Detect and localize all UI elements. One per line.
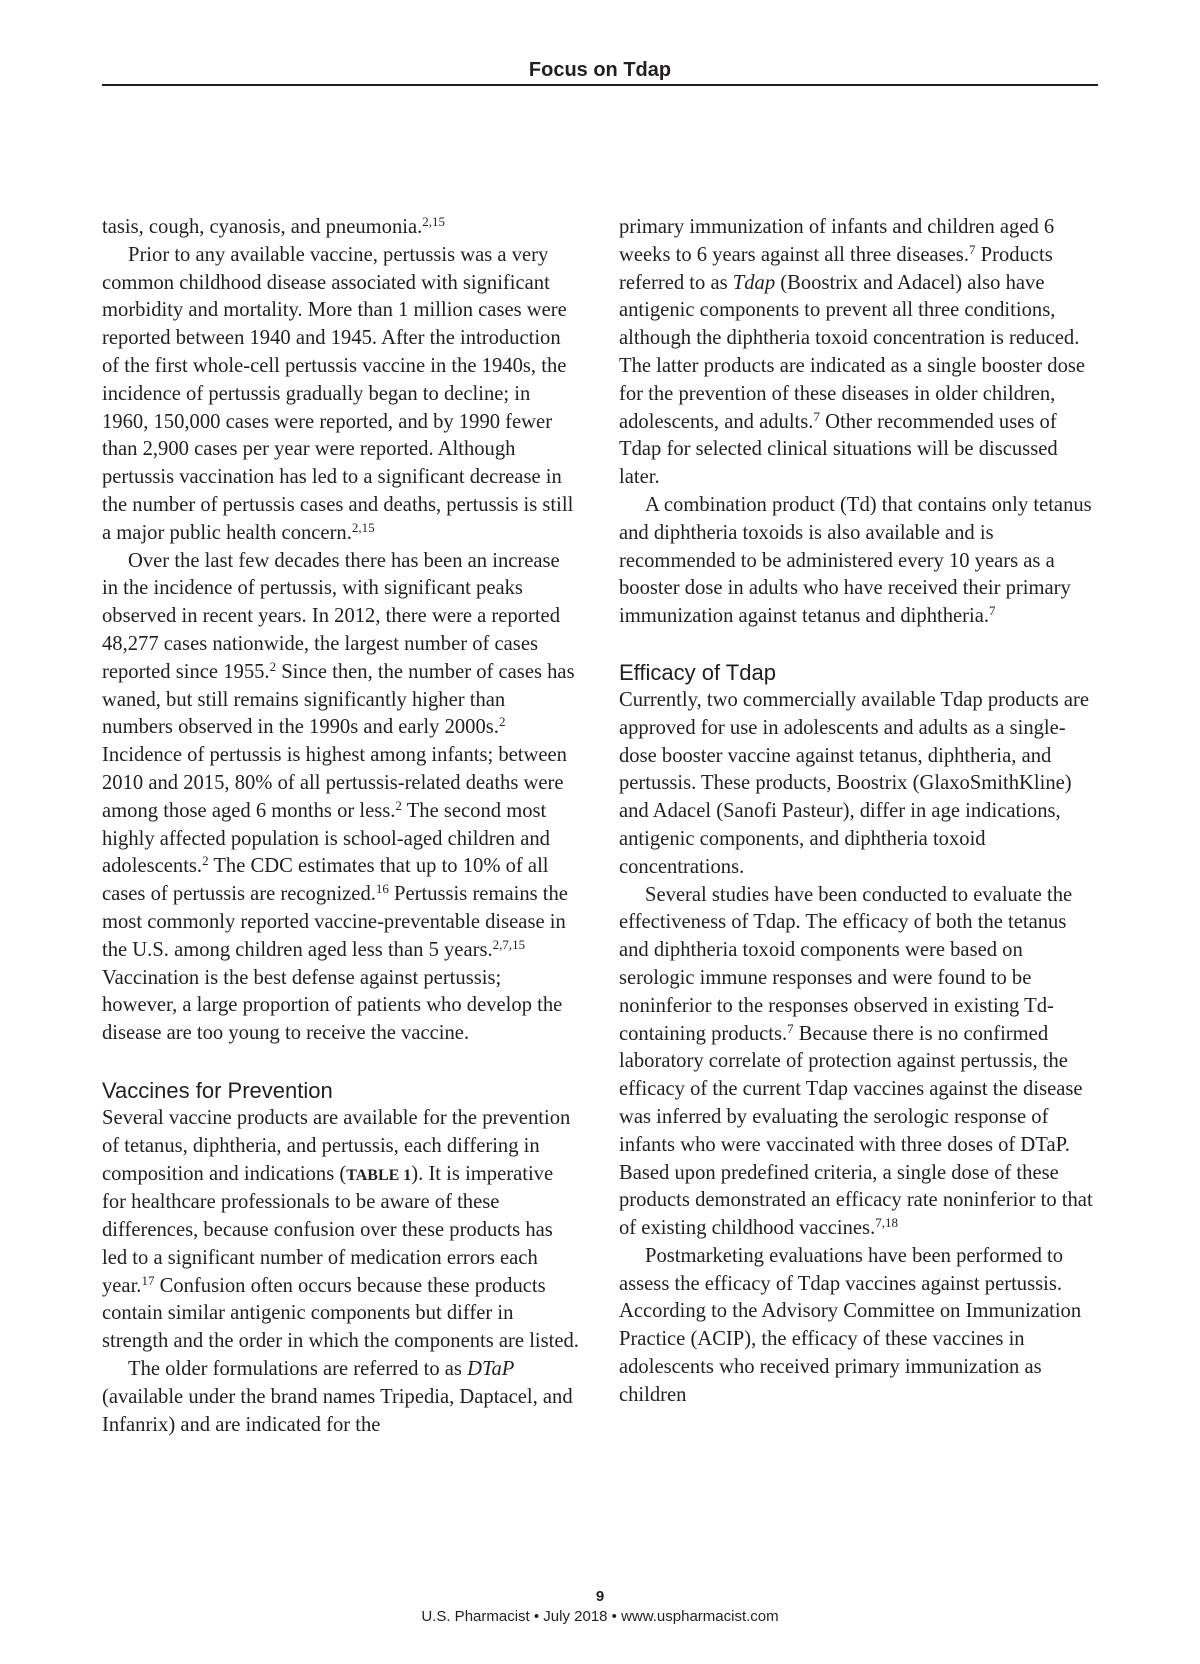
citation: 2	[202, 853, 209, 869]
paragraph: Prior to any available vaccine, pertussis was a very common childhood disease associated with significant morbidity and mortality. More than 1 million cases were reported between 1940 and 1945. After the introduction of the first whole-cell pertussis vaccine in the 1940s, the incidence of pertussis gradually began to decline; in 1960, 150,000 cases were reported, and by 1990 fewer than 2,900 cases per year were reported. Although pertussis vaccination has led to a significant decrease in the number of pertussis cases and deaths, pertussis is still a major public health concern.$^{2,15}$	[102, 243, 574, 544]
paragraph: primary immunization of infants and children aged 6 weeks to 6 years against all three diseases.$^7$ Products referred to as Tdap (Boostrix and Adacel) also have antigenic components to prevent all three conditions, although the diphtheria toxoid concentration is reduced. The latter products are indicated as a single booster dose for the prevention of these diseases in older children, adolescents, and adults.$^7$ Other recommended uses of Tdap for selected clinical situations will be discussed later.	[619, 216, 1086, 489]
section-heading-efficacy: Efficacy of Tdap	[619, 659, 776, 685]
paragraph: tasis, cough, cyanosis, and pneumonia.$^{2,15}$	[102, 214, 446, 238]
citation: 7	[813, 408, 820, 424]
paragraph: Several vaccine products are available for the prevention of tetanus, diphtheria, and pertussis, each differing in composition and indications (TABLE 1). It is imperative for healthcare professionals to be aware of these differences, because confusion over these products has led to a significant number of medication errors each year.$^{17}$ Confusion often occurs because these products contain similar antigenic components but differ in strength and the order in which the components are listed.	[102, 1106, 579, 1353]
citation: 2	[498, 714, 506, 730]
citation: 2,15	[351, 519, 375, 535]
left-column	[102, 214, 580, 1439]
publication-footer: U.S. Pharmacist • July 2018 • www.uspharmacist.com	[421, 1608, 779, 1625]
paragraph: A combination product (Td) that contains only tetanus and diphtheria toxoids is also available and is recommended to be administered every 10 years as a booster dose in adults who have received their primary immunization against tetanus and diphtheria.$^7$	[619, 493, 1092, 628]
running-head-title: Focus on Tdap	[528, 59, 672, 81]
citation: 7	[968, 241, 976, 257]
citation: 2	[395, 797, 402, 813]
table-reference: TABLE 1	[346, 1166, 412, 1184]
paragraph: The older formulations are referred to as DTaP (available under the brand names Tripedia, Daptacel, and Infanrix) and are indicated for the	[102, 1358, 573, 1436]
citation: 2,15	[422, 214, 446, 229]
citation: 16	[375, 881, 389, 897]
paragraph: Over the last few decades there has been an increase in the incidence of pertussis, with significant peaks observed in recent years. In 2012, there were a reported 48,277 cases nationwide, the largest number of cases reported since 1955.$^2$ Since then, the number of cases has waned, but still remains significantly higher than numbers observed in the 1990s and early 2000s.$^2$ Incidence of pertussis is highest among infants; between 2010 and 2015, 80% of all pertussis-related deaths were among those aged 6 months or less.$^2$ The second most highly affected population is school-aged children and adolescents.$^2$ The CDC estimates that up to 10% of all cases of pertussis are recognized.$^{16}$ Pertussis remains the most commonly reported vaccine-preventable disease in the U.S. among children aged less than 5 years.$^{2,7,15}$ Vaccination is the best defense against pertussis; however, a large proportion of patients who develop the disease are too young to receive the vaccine.	[102, 549, 575, 1045]
paragraph: Several studies have been conducted to evaluate the effectiveness of Tdap. The efficacy of both the tetanus and diphtheria toxoid components were based on serologic immune responses and were found to be noninferior to the responses observed in existing Td-containing products.$^7$ Because there is no confirmed laboratory correlate of protection against pertussis, the efficacy of the current Tdap vaccines against the disease was inferred by evaluating the serologic response of infants who were vaccinated with three doses of DTaP. Based upon predefined criteria, a single dose of these products demonstrated an efficacy rate noninferior to that of existing childhood vaccines.$^{7,18}$	[619, 883, 1093, 1240]
citation: 2,7,15	[492, 936, 526, 952]
citation: 17	[141, 1272, 155, 1288]
paragraph: Currently, two commercially available Tdap products are approved for use in adolescents and adults as a single-dose booster vaccine against tetanus, diphtheria, and pertussis. These products, Boostrix (GlaxoSmithKline) and Adacel (Sanofi Pasteur), differ in age indications, antigenic components, and diphtheria toxoid concentrations.	[619, 688, 1090, 878]
section-heading-vaccines: Vaccines for Prevention	[102, 1077, 333, 1103]
citation: 7,18	[875, 1215, 898, 1231]
right-column	[619, 214, 1097, 1410]
term-dtap: DTaP	[467, 1358, 515, 1381]
header-rule	[102, 84, 1098, 86]
citation: 7	[989, 603, 996, 619]
paragraph: Postmarketing evaluations have been performed to assess the efficacy of Tdap vaccines against pertussis. According to the Advisory Committee on Immunization Practice (ACIP), the efficacy of these vaccines in adolescents who received primary immunization as children	[619, 1244, 1082, 1406]
page-number: 9	[595, 1588, 605, 1605]
term-tdap: Tdap	[732, 271, 776, 294]
citation: 7	[787, 1020, 794, 1036]
citation: 2	[269, 658, 277, 674]
